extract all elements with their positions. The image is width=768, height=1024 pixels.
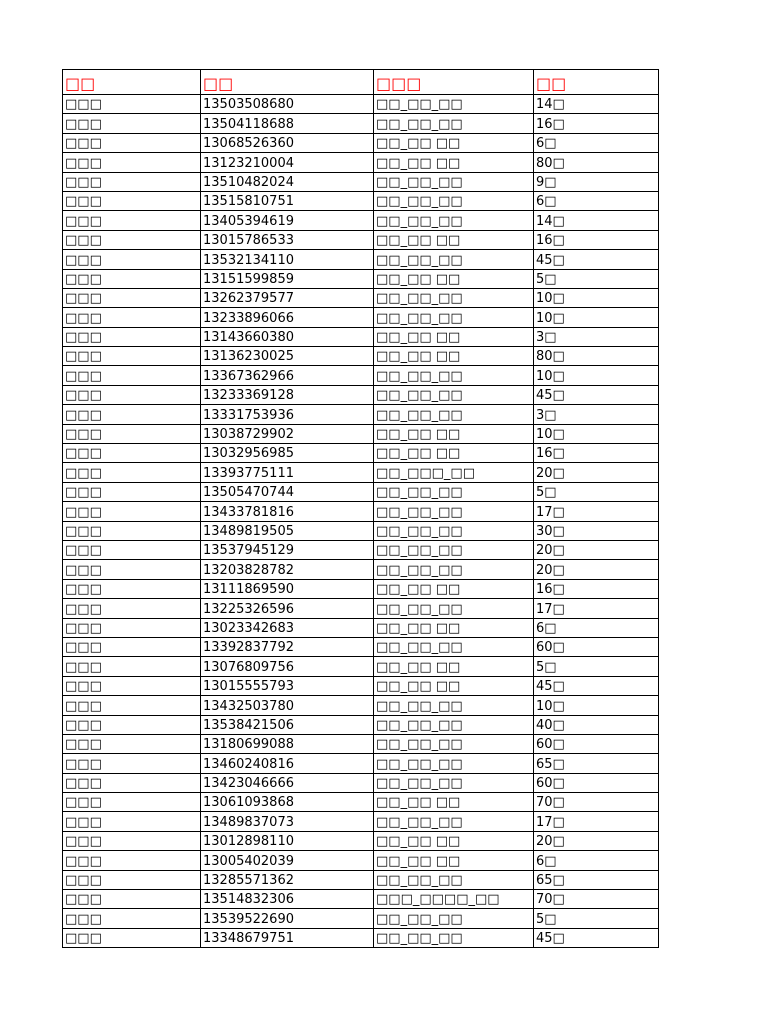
- region-cell: □□_□□_□□: [374, 637, 534, 656]
- region-cell: □□_□□ □□: [374, 657, 534, 676]
- table-row: [63, 133, 659, 152]
- table-row: [63, 540, 659, 559]
- amount-cell: 6□: [534, 133, 659, 152]
- phone-cell: 13514832306: [201, 890, 374, 909]
- phone-cell: 13143660380: [201, 327, 374, 346]
- table-row: [63, 95, 659, 114]
- phone-cell: 13180699088: [201, 734, 374, 753]
- region-cell: □□_□□_□□: [374, 250, 534, 269]
- phone-cell: 13503508680: [201, 95, 374, 114]
- name-cell: □□□: [63, 754, 201, 773]
- name-cell: □□□: [63, 288, 201, 307]
- table-row: [63, 657, 659, 676]
- amount-cell: 10□: [534, 288, 659, 307]
- name-cell: □□□: [63, 424, 201, 443]
- amount-cell: 3□: [534, 327, 659, 346]
- table-row: [63, 793, 659, 812]
- region-cell: □□_□□_□□: [374, 560, 534, 579]
- table-row: [63, 172, 659, 191]
- amount-cell: 14□: [534, 95, 659, 114]
- amount-cell: 16□: [534, 230, 659, 249]
- region-cell: □□_□□_□□: [374, 211, 534, 230]
- amount-cell: 6□: [534, 851, 659, 870]
- amount-cell: 20□: [534, 560, 659, 579]
- amount-cell: 45□: [534, 928, 659, 947]
- phone-cell: 13432503780: [201, 696, 374, 715]
- region-cell: □□_□□ □□: [374, 831, 534, 850]
- region-cell: □□_□□ □□: [374, 424, 534, 443]
- phone-cell: 13433781816: [201, 502, 374, 521]
- phone-cell: 13076809756: [201, 657, 374, 676]
- table-row: [63, 385, 659, 404]
- amount-cell: 10□: [534, 696, 659, 715]
- table-row: [63, 599, 659, 618]
- amount-cell: 20□: [534, 463, 659, 482]
- table-row: [63, 153, 659, 172]
- amount-cell: 80□: [534, 347, 659, 366]
- amount-cell: 20□: [534, 831, 659, 850]
- region-cell: □□_□□_□□: [374, 909, 534, 928]
- region-cell: □□_□□_□□: [374, 502, 534, 521]
- name-cell: □□□: [63, 269, 201, 288]
- amount-cell: 16□: [534, 114, 659, 133]
- table-row: [63, 463, 659, 482]
- name-cell: □□□: [63, 153, 201, 172]
- name-cell: □□□: [63, 909, 201, 928]
- table-row: [63, 890, 659, 909]
- region-cell: □□_□□_□□: [374, 773, 534, 792]
- phone-cell: 13348679751: [201, 928, 374, 947]
- amount-cell: 45□: [534, 385, 659, 404]
- name-cell: □□□: [63, 502, 201, 521]
- phone-cell: 13032956985: [201, 444, 374, 463]
- amount-cell: 70□: [534, 793, 659, 812]
- phone-cell: 13515810751: [201, 191, 374, 210]
- name-cell: □□□: [63, 230, 201, 249]
- amount-cell: 40□: [534, 715, 659, 734]
- name-cell: □□□: [63, 657, 201, 676]
- table-row: [63, 444, 659, 463]
- header-cell-amount: □□: [534, 70, 659, 95]
- name-cell: □□□: [63, 812, 201, 831]
- name-cell: □□□: [63, 579, 201, 598]
- table-row: [63, 191, 659, 210]
- name-cell: □□□: [63, 250, 201, 269]
- name-cell: □□□: [63, 463, 201, 482]
- amount-cell: 10□: [534, 308, 659, 327]
- amount-cell: 5□: [534, 657, 659, 676]
- amount-cell: 5□: [534, 909, 659, 928]
- table-row: [63, 560, 659, 579]
- table-row: [63, 851, 659, 870]
- name-cell: □□□: [63, 308, 201, 327]
- amount-cell: 60□: [534, 773, 659, 792]
- name-cell: □□□: [63, 211, 201, 230]
- data-table: [62, 69, 659, 948]
- name-cell: □□□: [63, 482, 201, 501]
- name-cell: □□□: [63, 599, 201, 618]
- table-row: [63, 327, 659, 346]
- name-cell: □□□: [63, 773, 201, 792]
- amount-cell: 17□: [534, 812, 659, 831]
- region-cell: □□_□□ □□: [374, 676, 534, 695]
- name-cell: □□□: [63, 347, 201, 366]
- amount-cell: 6□: [534, 191, 659, 210]
- phone-cell: 13405394619: [201, 211, 374, 230]
- region-cell: □□_□□ □□: [374, 133, 534, 152]
- phone-cell: 13504118688: [201, 114, 374, 133]
- name-cell: □□□: [63, 928, 201, 947]
- region-cell: □□□_□□□□_□□: [374, 890, 534, 909]
- table-row: [63, 347, 659, 366]
- region-cell: □□_□□_□□: [374, 870, 534, 889]
- phone-cell: 13532134110: [201, 250, 374, 269]
- table-row: [63, 754, 659, 773]
- table-row: [63, 812, 659, 831]
- amount-cell: 3□: [534, 405, 659, 424]
- name-cell: □□□: [63, 734, 201, 753]
- region-cell: □□_□□_□□: [374, 540, 534, 559]
- table-row: [63, 637, 659, 656]
- phone-cell: 13123210004: [201, 153, 374, 172]
- name-cell: □□□: [63, 793, 201, 812]
- name-cell: □□□: [63, 191, 201, 210]
- name-cell: □□□: [63, 385, 201, 404]
- phone-cell: 13285571362: [201, 870, 374, 889]
- phone-cell: 13136230025: [201, 347, 374, 366]
- region-cell: □□_□□_□□: [374, 172, 534, 191]
- table-row: [63, 211, 659, 230]
- name-cell: □□□: [63, 618, 201, 637]
- table-row: [63, 502, 659, 521]
- phone-cell: 13392837792: [201, 637, 374, 656]
- phone-cell: 13393775111: [201, 463, 374, 482]
- region-cell: □□_□□ □□: [374, 269, 534, 288]
- region-cell: □□_□□_□□: [374, 366, 534, 385]
- region-cell: □□_□□ □□: [374, 327, 534, 346]
- name-cell: □□□: [63, 870, 201, 889]
- amount-cell: 10□: [534, 424, 659, 443]
- region-cell: □□_□□_□□: [374, 812, 534, 831]
- table-row: [63, 405, 659, 424]
- amount-cell: 10□: [534, 366, 659, 385]
- table-row: [63, 715, 659, 734]
- phone-cell: 13262379577: [201, 288, 374, 307]
- region-cell: □□_□□_□□: [374, 734, 534, 753]
- phone-cell: 13015555793: [201, 676, 374, 695]
- phone-cell: 13331753936: [201, 405, 374, 424]
- amount-cell: 70□: [534, 890, 659, 909]
- name-cell: □□□: [63, 444, 201, 463]
- table-row: [63, 288, 659, 307]
- phone-cell: 13005402039: [201, 851, 374, 870]
- name-cell: □□□: [63, 676, 201, 695]
- table-row: [63, 773, 659, 792]
- name-cell: □□□: [63, 405, 201, 424]
- header-cell-phone: □□: [201, 70, 374, 95]
- amount-cell: 60□: [534, 734, 659, 753]
- header-row: [63, 70, 659, 95]
- amount-cell: 60□: [534, 637, 659, 656]
- name-cell: □□□: [63, 540, 201, 559]
- table-row: [63, 831, 659, 850]
- region-cell: □□_□□_□□: [374, 405, 534, 424]
- table-row: [63, 424, 659, 443]
- phone-cell: 13538421506: [201, 715, 374, 734]
- amount-cell: 16□: [534, 444, 659, 463]
- region-cell: □□_□□_□□: [374, 599, 534, 618]
- phone-cell: 13151599859: [201, 269, 374, 288]
- name-cell: □□□: [63, 172, 201, 191]
- name-cell: □□□: [63, 95, 201, 114]
- table-row: [63, 366, 659, 385]
- phone-cell: 13233896066: [201, 308, 374, 327]
- phone-cell: 13012898110: [201, 831, 374, 850]
- table-row: [63, 579, 659, 598]
- amount-cell: 6□: [534, 618, 659, 637]
- region-cell: □□_□□_□□: [374, 696, 534, 715]
- name-cell: □□□: [63, 715, 201, 734]
- amount-cell: 45□: [534, 676, 659, 695]
- amount-cell: 9□: [534, 172, 659, 191]
- phone-cell: 13203828782: [201, 560, 374, 579]
- table-row: [63, 870, 659, 889]
- phone-cell: 13460240816: [201, 754, 374, 773]
- amount-cell: 30□: [534, 521, 659, 540]
- table-row: [63, 618, 659, 637]
- name-cell: □□□: [63, 696, 201, 715]
- name-cell: □□□: [63, 327, 201, 346]
- region-cell: □□_□□ □□: [374, 579, 534, 598]
- table-row: [63, 250, 659, 269]
- region-cell: □□_□□ □□: [374, 618, 534, 637]
- phone-cell: 13489819505: [201, 521, 374, 540]
- region-cell: □□_□□_□□: [374, 482, 534, 501]
- region-cell: □□_□□_□□: [374, 754, 534, 773]
- region-cell: □□_□□ □□: [374, 793, 534, 812]
- phone-cell: 13068526360: [201, 133, 374, 152]
- table-row: [63, 482, 659, 501]
- amount-cell: 45□: [534, 250, 659, 269]
- region-cell: □□_□□_□□: [374, 95, 534, 114]
- phone-cell: 13367362966: [201, 366, 374, 385]
- phone-cell: 13489837073: [201, 812, 374, 831]
- region-cell: □□_□□_□□: [374, 308, 534, 327]
- phone-cell: 13023342683: [201, 618, 374, 637]
- region-cell: □□_□□ □□: [374, 444, 534, 463]
- amount-cell: 17□: [534, 599, 659, 618]
- table-body: [63, 95, 659, 948]
- amount-cell: 5□: [534, 269, 659, 288]
- header-cell-region: □□□: [374, 70, 534, 95]
- region-cell: □□_□□□_□□: [374, 463, 534, 482]
- name-cell: □□□: [63, 637, 201, 656]
- name-cell: □□□: [63, 560, 201, 579]
- amount-cell: 80□: [534, 153, 659, 172]
- name-cell: □□□: [63, 366, 201, 385]
- table-row: [63, 928, 659, 947]
- region-cell: □□_□□ □□: [374, 347, 534, 366]
- table-row: [63, 734, 659, 753]
- region-cell: □□_□□_□□: [374, 191, 534, 210]
- table-row: [63, 696, 659, 715]
- region-cell: □□_□□ □□: [374, 851, 534, 870]
- region-cell: □□_□□_□□: [374, 288, 534, 307]
- phone-cell: 13423046666: [201, 773, 374, 792]
- region-cell: □□_□□_□□: [374, 521, 534, 540]
- amount-cell: 65□: [534, 870, 659, 889]
- region-cell: □□_□□_□□: [374, 715, 534, 734]
- phone-cell: 13225326596: [201, 599, 374, 618]
- amount-cell: 5□: [534, 482, 659, 501]
- amount-cell: 65□: [534, 754, 659, 773]
- phone-cell: 13510482024: [201, 172, 374, 191]
- phone-cell: 13111869590: [201, 579, 374, 598]
- header-cell-name: □□: [63, 70, 201, 95]
- table-row: [63, 230, 659, 249]
- amount-cell: 14□: [534, 211, 659, 230]
- table-row: [63, 308, 659, 327]
- amount-cell: 16□: [534, 579, 659, 598]
- table-row: [63, 114, 659, 133]
- name-cell: □□□: [63, 133, 201, 152]
- phone-cell: 13505470744: [201, 482, 374, 501]
- table-row: [63, 269, 659, 288]
- region-cell: □□_□□ □□: [374, 230, 534, 249]
- name-cell: □□□: [63, 890, 201, 909]
- name-cell: □□□: [63, 851, 201, 870]
- phone-cell: 13061093868: [201, 793, 374, 812]
- phone-cell: 13537945129: [201, 540, 374, 559]
- table-row: [63, 676, 659, 695]
- amount-cell: 17□: [534, 502, 659, 521]
- region-cell: □□_□□_□□: [374, 385, 534, 404]
- amount-cell: 20□: [534, 540, 659, 559]
- phone-cell: 13015786533: [201, 230, 374, 249]
- region-cell: □□_□□_□□: [374, 114, 534, 133]
- phone-cell: 13539522690: [201, 909, 374, 928]
- table-row: [63, 521, 659, 540]
- table-row: [63, 909, 659, 928]
- region-cell: □□_□□ □□: [374, 153, 534, 172]
- region-cell: □□_□□_□□: [374, 928, 534, 947]
- name-cell: □□□: [63, 114, 201, 133]
- name-cell: □□□: [63, 521, 201, 540]
- name-cell: □□□: [63, 831, 201, 850]
- phone-cell: 13233369128: [201, 385, 374, 404]
- phone-cell: 13038729902: [201, 424, 374, 443]
